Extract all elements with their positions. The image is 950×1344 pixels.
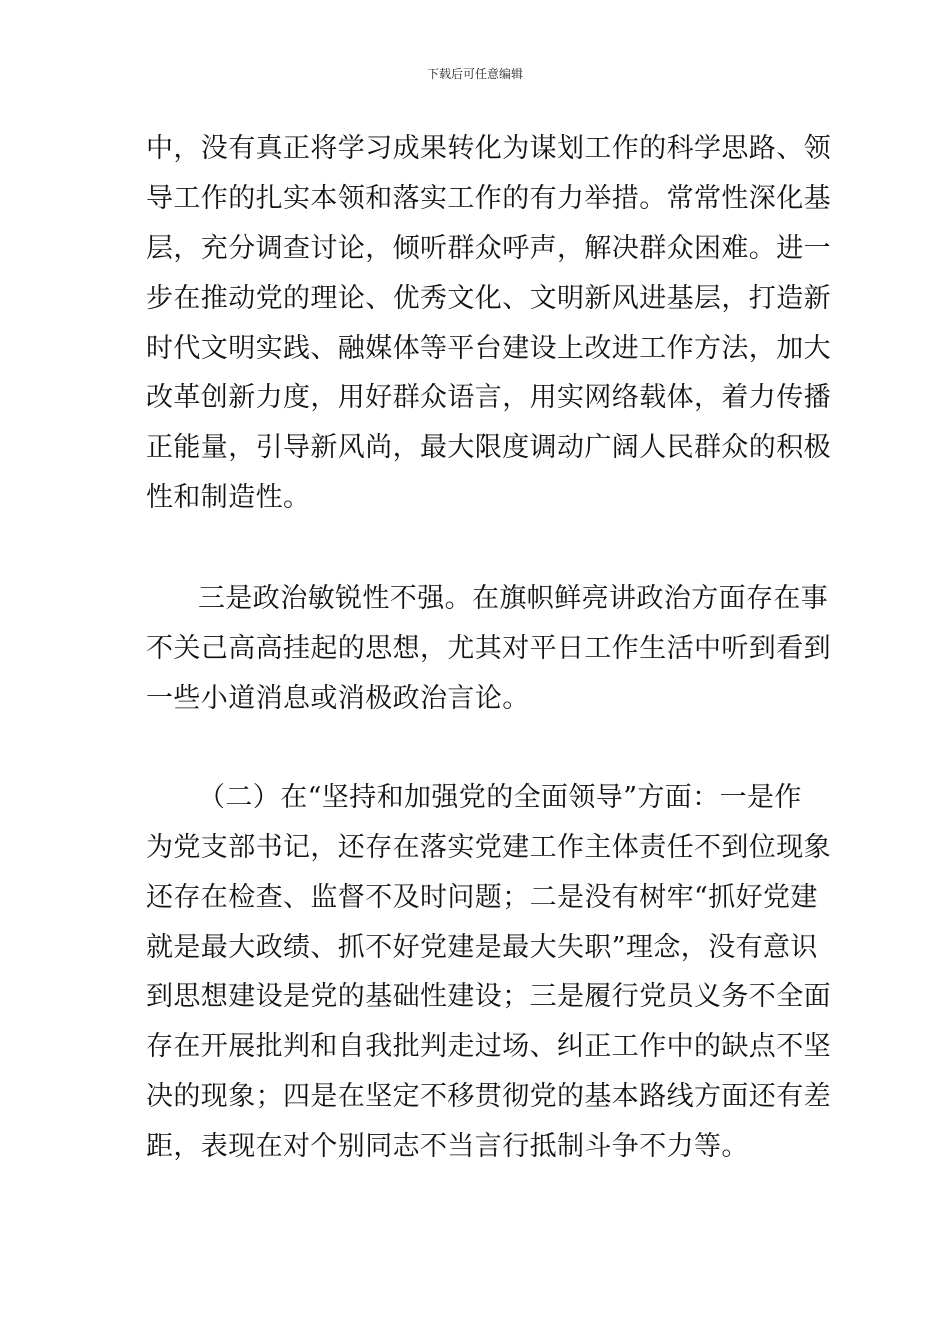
text-line: 不关己高高挂起的思想，尤其对平日工作生活中听到看到 [146, 633, 831, 664]
page-header: 下载后可任意编辑 [426, 67, 523, 81]
text-line: 中，没有真正将学习成果转化为谋划工作的科学思路、领 [146, 133, 831, 164]
text-line: 层，充分调查讨论，倾听群众呼声，解决群众困难。进一 [146, 233, 831, 264]
text-line: 还存在检查、监督不及时问题；二是没有树牢“抓好党建 [146, 882, 818, 913]
text-line: （二）在“坚持和加强党的全面领导”方面：一是作 [198, 782, 802, 813]
text-line: 性和制造性。 [146, 482, 311, 513]
text-line: 三是政治敏锐性不强。在旗帜鲜亮讲政治方面存在事 [198, 583, 829, 614]
text-line: 就是最大政绩、抓不好党建是最大失职”理念，没有意识 [146, 932, 818, 963]
text-line: 导工作的扎实本领和落实工作的有力举措。常常性深化基 [146, 183, 831, 214]
text-line: 存在开展批判和自我批判走过场、纠正工作中的缺点不坚 [146, 1031, 831, 1062]
text-line: 步在推动党的理论、优秀文化、文明新风进基层，打造新 [146, 283, 831, 314]
text-line: 为党支部书记，还存在落实党建工作主体责任不到位现象 [146, 832, 831, 863]
text-line: 改革创新力度，用好群众语言，用实网络载体，着力传播 [146, 382, 831, 413]
text-line: 到思想建设是党的基础性建设；三是履行党员义务不全面 [146, 981, 831, 1012]
text-line: 时代文明实践、融媒体等平台建设上改进工作方法，加大 [146, 333, 831, 364]
text-line: 正能量，引导新风尚，最大限度调动广阔人民群众的积极 [146, 432, 831, 463]
text-line: 距，表现在对个别同志不当言行抵制斗争不力等。 [146, 1131, 749, 1162]
text-line: 决的现象；四是在坚定不移贯彻党的基本路线方面还有差 [146, 1081, 831, 1112]
text-line: 一些小道消息或消极政治言论。 [146, 683, 530, 714]
